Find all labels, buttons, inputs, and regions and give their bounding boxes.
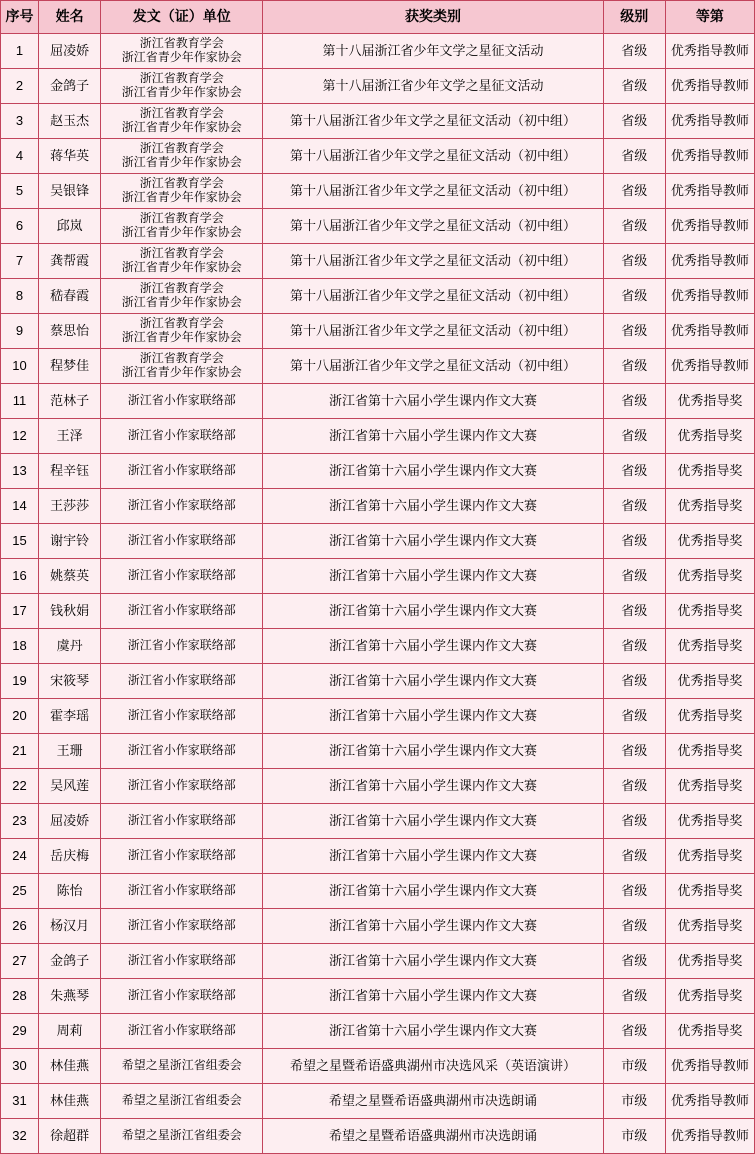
cell-name: 钱秋娟	[39, 594, 101, 629]
cell-unit-line: 浙江省小作家联络部	[127, 988, 236, 1003]
table-row	[1, 279, 755, 314]
cell-unit	[101, 419, 263, 454]
cell-index: 26	[1, 909, 39, 944]
cell-unit-line: 浙江省青少年作家协会	[121, 120, 242, 134]
cell-index: 13	[1, 454, 39, 489]
cell-rank: 优秀指导奖	[665, 594, 754, 629]
cell-unit-line: 浙江省教育学会	[139, 316, 224, 331]
table-row	[1, 209, 755, 244]
cell-rank: 优秀指导教师	[665, 349, 754, 384]
cell-unit-line: 浙江省青少年作家协会	[121, 295, 242, 309]
cell-index: 29	[1, 1014, 39, 1049]
cell-index: 1	[1, 34, 39, 69]
cell-index: 25	[1, 874, 39, 909]
cell-unit-line: 希望之星浙江省组委会	[121, 1128, 242, 1143]
cell-name: 赵玉杰	[39, 104, 101, 139]
cell-level: 省级	[603, 979, 665, 1014]
cell-unit	[101, 804, 263, 839]
cell-name: 宋筱琴	[39, 664, 101, 699]
cell-unit-line: 浙江省教育学会	[139, 351, 224, 366]
cell-unit	[101, 734, 263, 769]
cell-unit	[101, 384, 263, 419]
column-header-unit: 发文（证）单位	[101, 1, 263, 34]
cell-name: 周莉	[39, 1014, 101, 1049]
cell-unit	[101, 839, 263, 874]
cell-index: 22	[1, 769, 39, 804]
cell-rank: 优秀指导奖	[665, 629, 754, 664]
cell-name: 姚蔡英	[39, 559, 101, 594]
cell-rank: 优秀指导奖	[665, 419, 754, 454]
cell-name: 朱燕琴	[39, 979, 101, 1014]
cell-name: 屈凌娇	[39, 34, 101, 69]
cell-level: 省级	[603, 489, 665, 524]
cell-category: 浙江省第十六届小学生课内作文大赛	[263, 874, 603, 909]
cell-index: 16	[1, 559, 39, 594]
cell-unit-line: 浙江省小作家联络部	[127, 813, 236, 828]
cell-level: 省级	[603, 699, 665, 734]
cell-category: 浙江省第十六届小学生课内作文大赛	[263, 629, 603, 664]
cell-level: 省级	[603, 384, 665, 419]
cell-name: 吴银锋	[39, 174, 101, 209]
cell-unit-line: 浙江省教育学会	[139, 211, 224, 226]
cell-level: 省级	[603, 279, 665, 314]
cell-level: 省级	[603, 34, 665, 69]
cell-name: 范林子	[39, 384, 101, 419]
cell-category: 浙江省第十六届小学生课内作文大赛	[263, 524, 603, 559]
cell-level: 省级	[603, 909, 665, 944]
cell-index: 11	[1, 384, 39, 419]
cell-unit	[101, 349, 263, 384]
cell-unit	[101, 139, 263, 174]
cell-unit-line: 浙江省小作家联络部	[127, 533, 236, 548]
cell-level: 市级	[603, 1084, 665, 1119]
cell-name: 虞丹	[39, 629, 101, 664]
cell-rank: 优秀指导教师	[665, 174, 754, 209]
cell-name: 蒋华英	[39, 139, 101, 174]
cell-unit	[101, 524, 263, 559]
table-row	[1, 1084, 755, 1119]
cell-name: 岳庆梅	[39, 839, 101, 874]
cell-category: 浙江省第十六届小学生课内作文大赛	[263, 734, 603, 769]
table-header	[1, 1, 755, 34]
cell-name: 邱岚	[39, 209, 101, 244]
cell-rank: 优秀指导奖	[665, 769, 754, 804]
cell-unit-line: 浙江省小作家联络部	[127, 463, 236, 478]
cell-unit-line: 浙江省小作家联络部	[127, 393, 236, 408]
cell-category: 第十八届浙江省少年文学之星征文活动（初中组）	[263, 209, 603, 244]
cell-unit	[101, 314, 263, 349]
cell-unit-line: 浙江省青少年作家协会	[121, 225, 242, 239]
cell-unit-line: 浙江省教育学会	[139, 246, 224, 261]
cell-unit	[101, 769, 263, 804]
cell-unit-line: 浙江省小作家联络部	[127, 498, 236, 513]
cell-level: 省级	[603, 104, 665, 139]
cell-name: 屈凌娇	[39, 804, 101, 839]
cell-level: 省级	[603, 594, 665, 629]
cell-name: 蔡思怡	[39, 314, 101, 349]
cell-level: 省级	[603, 314, 665, 349]
cell-index: 23	[1, 804, 39, 839]
cell-unit	[101, 489, 263, 524]
table-row	[1, 944, 755, 979]
column-header-level: 级别	[603, 1, 665, 34]
cell-index: 27	[1, 944, 39, 979]
cell-rank: 优秀指导奖	[665, 559, 754, 594]
cell-index: 30	[1, 1049, 39, 1084]
cell-unit	[101, 909, 263, 944]
cell-level: 省级	[603, 174, 665, 209]
cell-category: 浙江省第十六届小学生课内作文大赛	[263, 804, 603, 839]
cell-level: 省级	[603, 454, 665, 489]
table-row	[1, 804, 755, 839]
cell-rank: 优秀指导奖	[665, 384, 754, 419]
cell-name: 谢宇铃	[39, 524, 101, 559]
cell-category: 浙江省第十六届小学生课内作文大赛	[263, 839, 603, 874]
cell-unit-line: 浙江省小作家联络部	[127, 1023, 236, 1038]
cell-index: 17	[1, 594, 39, 629]
table-row	[1, 419, 755, 454]
column-header-category: 获奖类别	[263, 1, 603, 34]
cell-category: 希望之星暨希语盛典湖州市决选朗诵	[263, 1119, 603, 1154]
cell-level: 省级	[603, 664, 665, 699]
cell-index: 3	[1, 104, 39, 139]
cell-unit	[101, 34, 263, 69]
cell-level: 省级	[603, 629, 665, 664]
table-row	[1, 664, 755, 699]
cell-unit	[101, 1084, 263, 1119]
cell-unit-line: 浙江省小作家联络部	[127, 778, 236, 793]
column-header-name: 姓名	[39, 1, 101, 34]
cell-category: 第十八届浙江省少年文学之星征文活动	[263, 34, 603, 69]
cell-unit-line: 浙江省教育学会	[139, 281, 224, 296]
cell-rank: 优秀指导教师	[665, 1119, 754, 1154]
cell-rank: 优秀指导教师	[665, 279, 754, 314]
cell-category: 浙江省第十六届小学生课内作文大赛	[263, 419, 603, 454]
cell-category: 浙江省第十六届小学生课内作文大赛	[263, 594, 603, 629]
cell-rank: 优秀指导奖	[665, 524, 754, 559]
cell-index: 2	[1, 69, 39, 104]
cell-rank: 优秀指导奖	[665, 804, 754, 839]
cell-level: 市级	[603, 1119, 665, 1154]
column-header-rank: 等第	[665, 1, 754, 34]
cell-category: 第十八届浙江省少年文学之星征文活动（初中组）	[263, 174, 603, 209]
table-row	[1, 699, 755, 734]
cell-rank: 优秀指导教师	[665, 209, 754, 244]
cell-rank: 优秀指导教师	[665, 244, 754, 279]
table-body	[1, 34, 755, 1154]
cell-category: 浙江省第十六届小学生课内作文大赛	[263, 769, 603, 804]
cell-category: 希望之星暨希语盛典湖州市决选风采（英语演讲）	[263, 1049, 603, 1084]
table-row	[1, 979, 755, 1014]
cell-rank: 优秀指导奖	[665, 909, 754, 944]
table-row	[1, 314, 755, 349]
cell-name: 霍李瑶	[39, 699, 101, 734]
cell-level: 省级	[603, 804, 665, 839]
cell-index: 6	[1, 209, 39, 244]
table-row	[1, 139, 755, 174]
cell-unit	[101, 104, 263, 139]
cell-unit	[101, 244, 263, 279]
table-row	[1, 839, 755, 874]
cell-unit-line: 浙江省小作家联络部	[127, 428, 236, 443]
cell-unit	[101, 454, 263, 489]
cell-index: 18	[1, 629, 39, 664]
cell-rank: 优秀指导奖	[665, 874, 754, 909]
cell-category: 第十八届浙江省少年文学之星征文活动（初中组）	[263, 314, 603, 349]
cell-unit-line: 浙江省小作家联络部	[127, 568, 236, 583]
cell-unit-line: 浙江省青少年作家协会	[121, 85, 242, 99]
cell-index: 28	[1, 979, 39, 1014]
cell-index: 10	[1, 349, 39, 384]
cell-rank: 优秀指导教师	[665, 104, 754, 139]
column-header-index: 序号	[1, 1, 39, 34]
table-row	[1, 244, 755, 279]
cell-index: 24	[1, 839, 39, 874]
cell-unit-line: 浙江省教育学会	[139, 141, 224, 156]
cell-name: 金鸽子	[39, 944, 101, 979]
table-row	[1, 174, 755, 209]
table-row	[1, 874, 755, 909]
table-row	[1, 1119, 755, 1154]
cell-category: 第十八届浙江省少年文学之星征文活动（初中组）	[263, 279, 603, 314]
table-row	[1, 1049, 755, 1084]
cell-rank: 优秀指导教师	[665, 139, 754, 174]
cell-unit	[101, 594, 263, 629]
table-row	[1, 69, 755, 104]
cell-category: 第十八届浙江省少年文学之星征文活动	[263, 69, 603, 104]
cell-name: 王莎莎	[39, 489, 101, 524]
cell-category: 浙江省第十六届小学生课内作文大赛	[263, 909, 603, 944]
cell-category: 浙江省第十六届小学生课内作文大赛	[263, 1014, 603, 1049]
cell-unit-line: 浙江省小作家联络部	[127, 848, 236, 863]
cell-unit	[101, 664, 263, 699]
cell-category: 浙江省第十六届小学生课内作文大赛	[263, 664, 603, 699]
cell-unit	[101, 699, 263, 734]
cell-category: 第十八届浙江省少年文学之星征文活动（初中组）	[263, 349, 603, 384]
cell-unit-line: 浙江省青少年作家协会	[121, 260, 242, 274]
cell-unit-line: 希望之星浙江省组委会	[121, 1093, 242, 1108]
cell-unit	[101, 1014, 263, 1049]
cell-category: 浙江省第十六届小学生课内作文大赛	[263, 944, 603, 979]
cell-unit	[101, 629, 263, 664]
cell-category: 第十八届浙江省少年文学之星征文活动（初中组）	[263, 244, 603, 279]
table-row	[1, 909, 755, 944]
cell-unit-line: 浙江省青少年作家协会	[121, 330, 242, 344]
cell-name: 林佳燕	[39, 1084, 101, 1119]
table-row	[1, 489, 755, 524]
cell-level: 省级	[603, 209, 665, 244]
cell-level: 省级	[603, 139, 665, 174]
cell-unit-line: 浙江省教育学会	[139, 71, 224, 86]
cell-unit-line: 浙江省青少年作家协会	[121, 155, 242, 169]
cell-unit-line: 浙江省青少年作家协会	[121, 50, 242, 64]
table-row	[1, 454, 755, 489]
cell-unit	[101, 1049, 263, 1084]
cell-level: 省级	[603, 244, 665, 279]
cell-name: 徐超群	[39, 1119, 101, 1154]
cell-rank: 优秀指导教师	[665, 1084, 754, 1119]
table-row	[1, 34, 755, 69]
cell-index: 15	[1, 524, 39, 559]
cell-rank: 优秀指导教师	[665, 34, 754, 69]
cell-level: 省级	[603, 874, 665, 909]
cell-unit-line: 浙江省小作家联络部	[127, 918, 236, 933]
cell-name: 王泽	[39, 419, 101, 454]
cell-unit-line: 浙江省教育学会	[139, 176, 224, 191]
cell-level: 省级	[603, 769, 665, 804]
cell-category: 浙江省第十六届小学生课内作文大赛	[263, 489, 603, 524]
cell-name: 王珊	[39, 734, 101, 769]
cell-unit-line: 浙江省青少年作家协会	[121, 190, 242, 204]
cell-rank: 优秀指导奖	[665, 839, 754, 874]
cell-category: 浙江省第十六届小学生课内作文大赛	[263, 454, 603, 489]
cell-name: 程辛钰	[39, 454, 101, 489]
cell-level: 省级	[603, 69, 665, 104]
cell-category: 第十八届浙江省少年文学之星征文活动（初中组）	[263, 139, 603, 174]
cell-name: 杨汉月	[39, 909, 101, 944]
cell-index: 4	[1, 139, 39, 174]
cell-level: 省级	[603, 349, 665, 384]
cell-unit	[101, 209, 263, 244]
cell-index: 31	[1, 1084, 39, 1119]
table-row	[1, 629, 755, 664]
cell-category: 希望之星暨希语盛典湖州市决选朗诵	[263, 1084, 603, 1119]
cell-level: 省级	[603, 559, 665, 594]
table-row	[1, 734, 755, 769]
cell-name: 金鸽子	[39, 69, 101, 104]
table-header-row	[1, 1, 755, 34]
table-row	[1, 559, 755, 594]
cell-level: 省级	[603, 419, 665, 454]
cell-rank: 优秀指导奖	[665, 1014, 754, 1049]
cell-unit-line: 浙江省小作家联络部	[127, 883, 236, 898]
cell-name: 林佳燕	[39, 1049, 101, 1084]
cell-category: 浙江省第十六届小学生课内作文大赛	[263, 699, 603, 734]
cell-rank: 优秀指导奖	[665, 734, 754, 769]
cell-rank: 优秀指导奖	[665, 489, 754, 524]
table-row	[1, 594, 755, 629]
cell-index: 20	[1, 699, 39, 734]
cell-unit-line: 浙江省小作家联络部	[127, 743, 236, 758]
cell-unit-line: 希望之星浙江省组委会	[121, 1058, 242, 1073]
cell-index: 9	[1, 314, 39, 349]
cell-name: 程梦佳	[39, 349, 101, 384]
cell-name: 吴风莲	[39, 769, 101, 804]
cell-unit-line: 浙江省小作家联络部	[127, 603, 236, 618]
cell-unit	[101, 944, 263, 979]
cell-rank: 优秀指导奖	[665, 979, 754, 1014]
cell-index: 19	[1, 664, 39, 699]
cell-rank: 优秀指导教师	[665, 69, 754, 104]
table-row	[1, 104, 755, 139]
cell-unit	[101, 69, 263, 104]
cell-rank: 优秀指导奖	[665, 454, 754, 489]
cell-index: 12	[1, 419, 39, 454]
cell-unit	[101, 979, 263, 1014]
cell-rank: 优秀指导教师	[665, 314, 754, 349]
cell-level: 省级	[603, 839, 665, 874]
cell-rank: 优秀指导奖	[665, 699, 754, 734]
cell-index: 14	[1, 489, 39, 524]
table-row	[1, 1014, 755, 1049]
table-row	[1, 524, 755, 559]
cell-level: 省级	[603, 734, 665, 769]
cell-unit-line: 浙江省小作家联络部	[127, 953, 236, 968]
cell-unit	[101, 174, 263, 209]
cell-rank: 优秀指导奖	[665, 944, 754, 979]
cell-category: 第十八届浙江省少年文学之星征文活动（初中组）	[263, 104, 603, 139]
table-row	[1, 349, 755, 384]
cell-unit-line: 浙江省小作家联络部	[127, 638, 236, 653]
cell-name: 陈怡	[39, 874, 101, 909]
cell-index: 7	[1, 244, 39, 279]
cell-category: 浙江省第十六届小学生课内作文大赛	[263, 384, 603, 419]
cell-rank: 优秀指导教师	[665, 1049, 754, 1084]
table-row	[1, 384, 755, 419]
cell-unit	[101, 559, 263, 594]
cell-unit-line: 浙江省教育学会	[139, 36, 224, 51]
cell-level: 市级	[603, 1049, 665, 1084]
cell-index: 5	[1, 174, 39, 209]
cell-unit	[101, 279, 263, 314]
cell-index: 32	[1, 1119, 39, 1154]
cell-unit	[101, 1119, 263, 1154]
cell-index: 8	[1, 279, 39, 314]
cell-unit-line: 浙江省教育学会	[139, 106, 224, 121]
cell-unit	[101, 874, 263, 909]
cell-rank: 优秀指导奖	[665, 664, 754, 699]
cell-name: 龚帮霞	[39, 244, 101, 279]
cell-level: 省级	[603, 524, 665, 559]
cell-unit-line: 浙江省小作家联络部	[127, 708, 236, 723]
cell-level: 省级	[603, 1014, 665, 1049]
cell-category: 浙江省第十六届小学生课内作文大赛	[263, 559, 603, 594]
cell-name: 嵇春霞	[39, 279, 101, 314]
cell-index: 21	[1, 734, 39, 769]
cell-category: 浙江省第十六届小学生课内作文大赛	[263, 979, 603, 1014]
table-row	[1, 769, 755, 804]
cell-level: 省级	[603, 944, 665, 979]
cell-unit-line: 浙江省小作家联络部	[127, 673, 236, 688]
cell-unit-line: 浙江省青少年作家协会	[121, 365, 242, 379]
